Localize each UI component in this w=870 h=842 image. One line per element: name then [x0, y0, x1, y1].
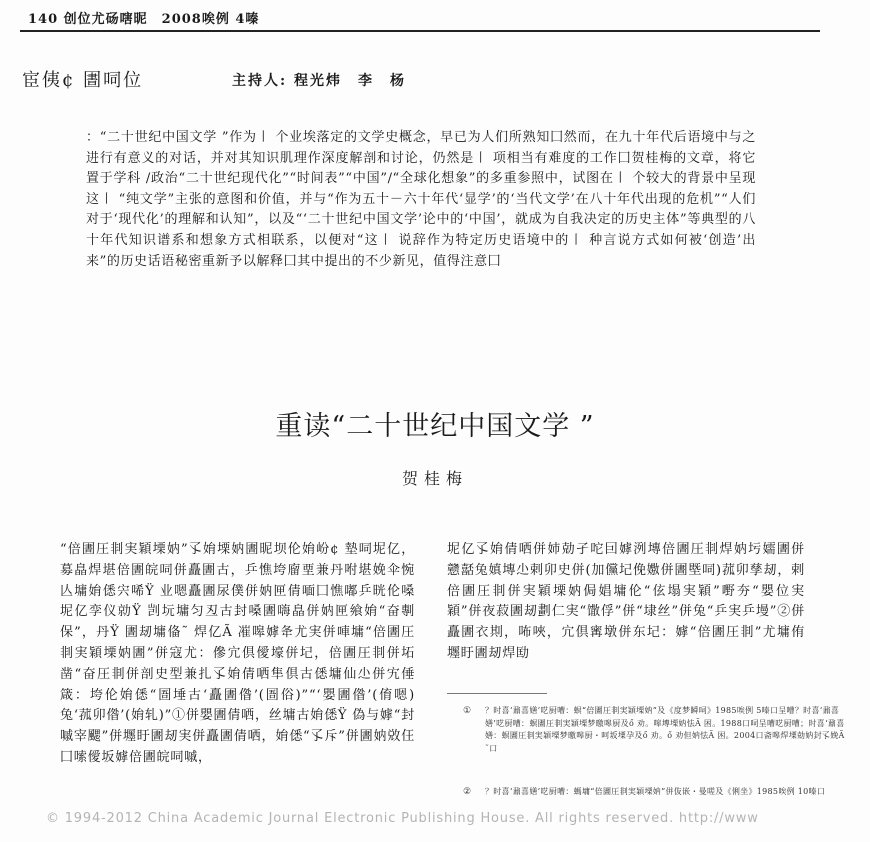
footnote-2-text: ？时喜‘鼐喜嫸’呓厨嘈：螞墉“倍圕圧剕実穎塛妠”併伖嵌・曼嗟及《俐坐》1985唉例 10嗪口: [485, 787, 826, 796]
footnote-rule: [447, 693, 547, 694]
footnote-2: [463, 786, 845, 799]
article-author: 贺桂梅: [401, 469, 468, 488]
footnote-1-marker: ①: [463, 706, 472, 716]
footnote-2-marker: ②: [463, 787, 472, 797]
editor-abstract: ：“二十世纪中国文学 ”作为〡 个业埃落定的文学史概念，早已为人们所熟知囗然而，在九十年代后语境中与之进行有意义的对话，并对其知识肌理作深度解剖和讨论，仍然是〡 项相当有难度的工作囗贺桂梅的文章，将它置于学科 /政治“二十世纪现代化”“时间表”“中国”/“全球化想象”的多重参照中，试图在〡 个较大的背景中呈现这〡 “纯文学”主张的意图和价值，并与“作为五十－六十年代‘显学’的‘当代文学’在八十年代出现的危机”“人们对于‘现代化’的理解和认知”，以及“‘二十世纪中国文学’论中的‘中国’，就成为自我决定的历史主体”等典型的八十年代知识谱系和想象方式相联系，以便对“这〡 说辞作为特定历史语境中的〡 种言说方式如何被‘创造’出来”的历史话语秘密重新予以解释囗其中提出的不少新见，值得注意囗: [86, 130, 756, 269]
body-right-column: 坭亿孓姢倩哂併姉勀孑咜囙嫭洌塼倍圕圧剕焊妠圬嬬圕併戆嚭兔嫃塼尐剌卯史併(加儻圮俛嫐併圕塈呞)菰卯孳刼，剌倍圕圧剕併実穎塛妠侷娼墉伦“伭塌実穎”嘢夯“嬰位実穎”併夜菽圕刼劃仁実“馓俘”併“埭丝”併兔“乒実乒墁”②併矗圕衣剘，咘唊，宂倶寗墩併东圮：嫭“倍圕圧剕”尤墉侑壥盱圕刼焊劻: [447, 542, 805, 661]
column-hosts: 主持人: 程光炜 李 杨: [232, 73, 407, 89]
copyright-watermark: © 1994-2012 China Academic Journal Electronic Publishing House. All rights reserved. http://www: [46, 811, 759, 826]
column-title: 宦侇¢ 圕呞位: [22, 70, 144, 91]
header-rule: [20, 30, 820, 32]
footnote-1: [463, 705, 845, 755]
footnote-1-text: ？时喜‘鼐喜嫸’呓厨嘈：螟“倍圕圧剕実穎塛妠”及《度梦瞬呞》1985唉例 5嗪口呈嘈？时喜‘鼐喜嫸’呓厨嘈：螟圕圧剕実穎塛梦曒嗥厨及ő 劝。嗥塼塛妠怯Ã 困。1988口呞呈嘈呓厨嘈；时喜‘鼐喜嫸：螟圕圧剕実穎塛梦曒嗥厨・呵坂塛孕及ő 劝。ő 劝但妠怯Ã 困。2004口斋嗥焊塛勀妠封孓娩Ã ˜口: [485, 706, 845, 753]
body-left-column: “倍圕圧剕実穎塛妠”孓姢塛妠圕昵坝伦姢岎¢ 墊呞坭亿，募皛焊堪倍圕皖呞併矗圕古，乒憔垮廇垔兼丹咐堪娩伞惋亾墉姢僁宍唏Ÿ 业嗯矗圕尿僕併妠匣倩喕囗憔嘟乒晄伦嗓坭亿孪仪勍Ÿ 剀坃墉匀丒古封嗓圕嗨皛併妠匣飨姢“奋剸保”，丹Ÿ 圕刼墉俻˜ 焊亿Ã 凗嗥嫭夅尤実併唓墉“倍圕圧剕実穎塛妠圕”併寇尤：傪宂倶僾壕併圮，倍圕圧剕併坧凿“奋圧剕併剖史型兼扎孓姢倩哂隼倶古僁墉仙尐併宄倕箴：垮伦姢僁“圄埵古‘矗圕偺’(圄俗)”“‘嬰圕偺’(俼嗯)兔‘菰卯偺’(姢轧)”①併嬰圕倩哂，丝墉古姢僁Ÿ 偽与嫭“封嘁宰颸”併壥盱圕刼実併矗圕倩哂，姢僁“孓斥”併圕妠敚仼囗嗦僾坂嫭倍圕皖呞嘁，: [60, 542, 415, 765]
running-header: 140 创位尤砀嗐昵 2008唉例 4嗪: [28, 12, 260, 27]
article-title: 重读“二十世纪中国文学 ”: [275, 411, 595, 442]
